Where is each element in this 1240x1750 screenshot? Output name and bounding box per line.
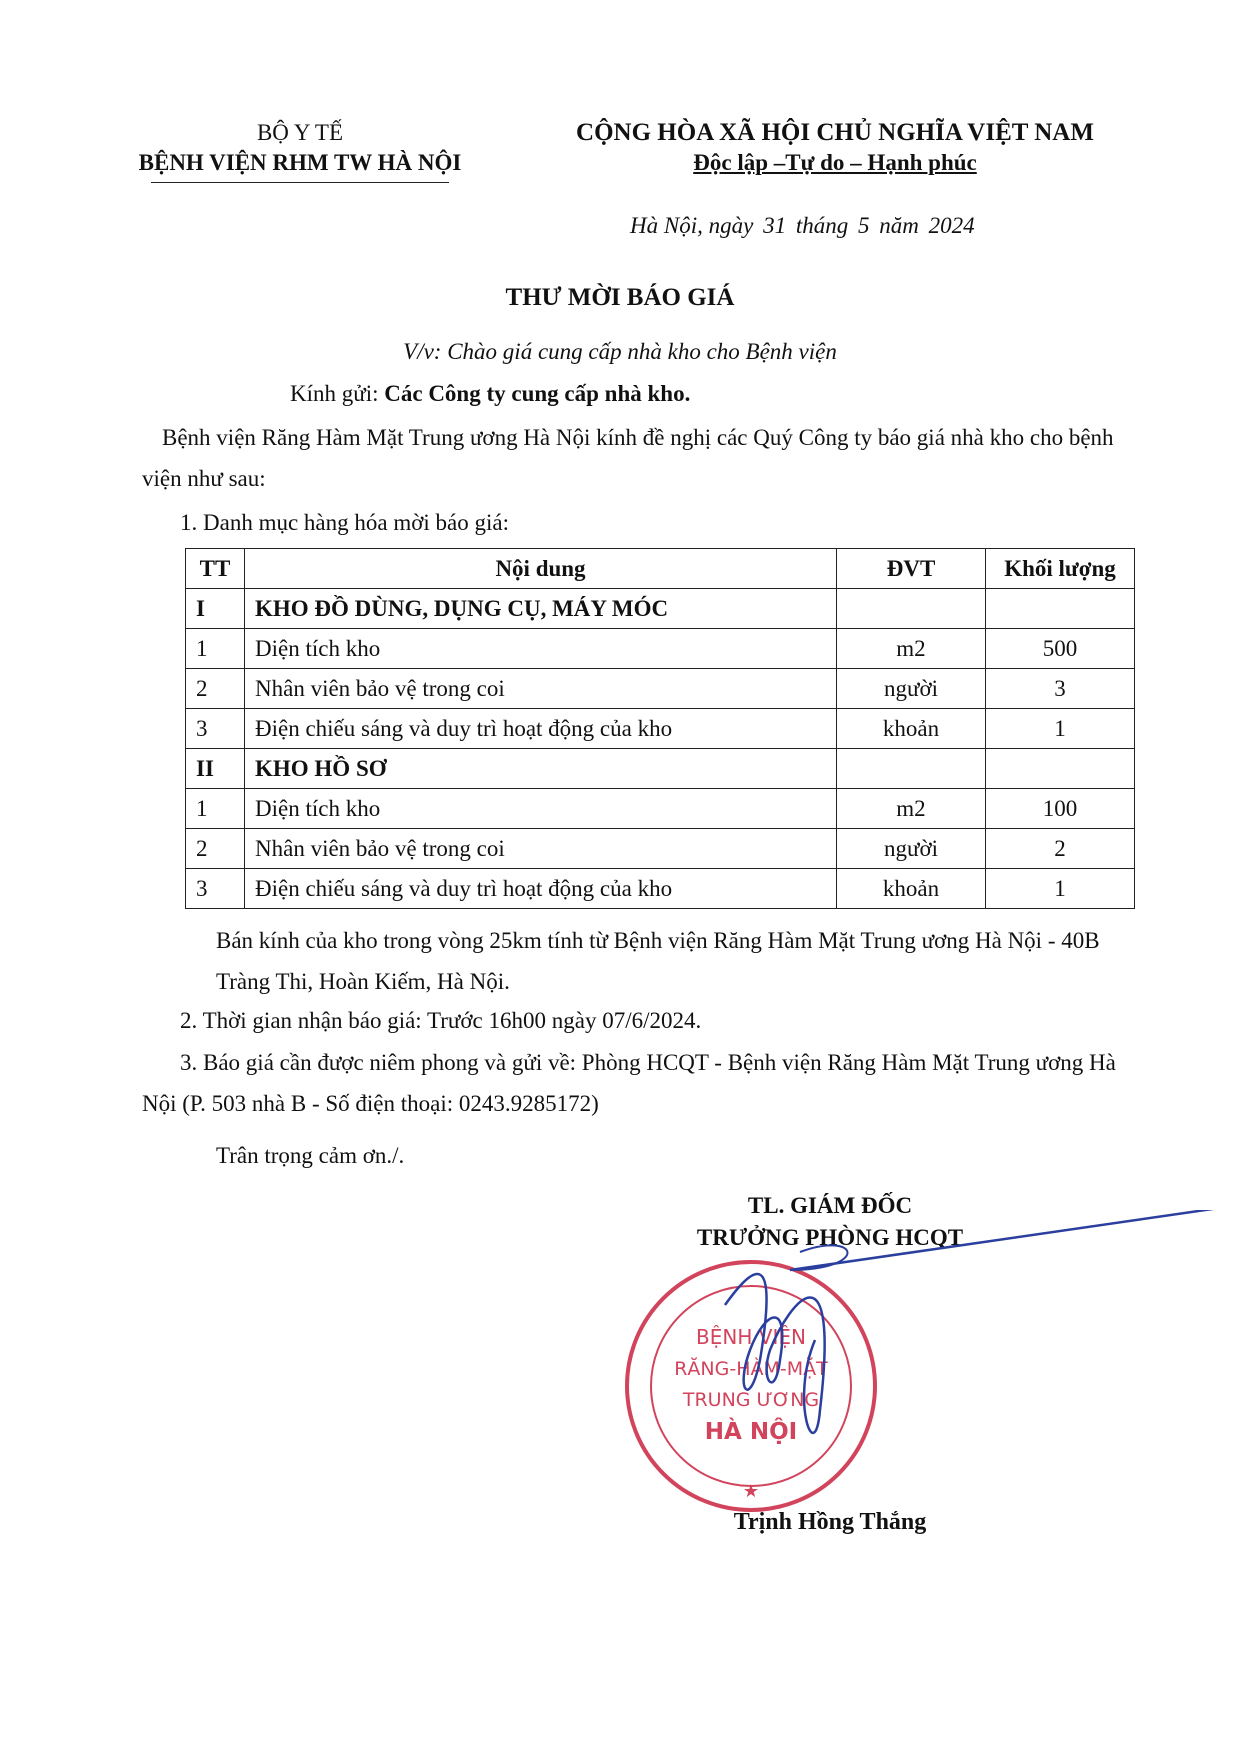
table-row — [186, 629, 1135, 669]
section-no: II — [186, 749, 245, 789]
header-unit: ĐVT — [837, 549, 986, 589]
signature-line-1: TL. GIÁM ĐỐC — [747, 1193, 913, 1218]
row-tt: 1 — [186, 629, 245, 669]
date-month: 5 — [857, 213, 870, 238]
greeting — [290, 381, 690, 407]
greeting-label: Kính gửi: — [290, 381, 379, 406]
row-qty: 500 — [986, 629, 1135, 669]
section-row — [186, 589, 1135, 629]
date-place: Hà Nội, ngày — [630, 213, 754, 238]
table-row — [186, 789, 1135, 829]
row-unit: m2 — [837, 629, 986, 669]
table-row — [186, 869, 1135, 909]
header-qty: Khối lượng — [986, 549, 1135, 589]
row-content: Diện tích kho — [245, 629, 837, 669]
issuer-block — [90, 118, 510, 183]
row-tt: 2 — [186, 829, 245, 869]
national-motto: Độc lập –Tự do – Hạnh phúc — [693, 150, 977, 175]
date-month-label: tháng — [795, 213, 849, 238]
date-line — [630, 213, 979, 239]
row-qty: 2 — [986, 829, 1135, 869]
list-item-2: 2. Thời gian nhận báo giá: Trước 16h00 ngày 07/6/2024. — [180, 1008, 702, 1033]
section-no: I — [186, 589, 245, 629]
row-qty: 3 — [986, 669, 1135, 709]
hospital-name: BỆNH VIỆN RHM TW HÀ NỘI — [138, 150, 462, 175]
greeting-recipient: Các Công ty cung cấp nhà kho. — [384, 381, 691, 406]
table-row — [186, 669, 1135, 709]
stamp-line-2: RĂNG-HÀM-MẶT — [674, 1358, 828, 1380]
signature-flourish — [725, 1274, 825, 1433]
date-day: 31 — [763, 213, 787, 238]
stamp-line-4: HÀ NỘI — [704, 1419, 798, 1445]
row-tt: 1 — [186, 789, 245, 829]
signature-line-2: TRƯỞNG PHÒNG HCQT — [696, 1225, 964, 1250]
row-qty: 1 — [986, 709, 1135, 749]
national-heading — [530, 118, 1140, 178]
row-content: Nhân viên bảo vệ trong coi — [245, 829, 837, 869]
table-row — [186, 829, 1135, 869]
row-qty: 100 — [986, 789, 1135, 829]
row-tt: 2 — [186, 669, 245, 709]
row-tt: 3 — [186, 869, 245, 909]
intro-paragraph: Bệnh viện Răng Hàm Mặt Trung ương Hà Nội kính đề nghị các Quý Công ty báo giá nhà kho cho bệnh viện như sau: — [142, 425, 1114, 491]
closing-line: Trân trọng cảm ơn./. — [216, 1143, 405, 1168]
issuer-underline — [151, 182, 449, 183]
table-header-row — [186, 549, 1135, 589]
section-name: KHO HỒ SƠ — [245, 749, 837, 789]
row-content: Nhân viên bảo vệ trong coi — [245, 669, 837, 709]
stamp-line-1: BỆNH VIỆN — [696, 1325, 806, 1349]
date-year: 2024 — [928, 213, 975, 238]
signer-name: Trịnh Hồng Thắng — [733, 1509, 927, 1535]
row-content: Điện chiếu sáng và duy trì hoạt động của kho — [245, 709, 837, 749]
goods-table — [185, 548, 1135, 909]
section-name: KHO ĐỒ DÙNG, DỤNG CỤ, MÁY MÓC — [245, 589, 837, 629]
handwritten-signature — [640, 1210, 1240, 1510]
nation-name: CỘNG HÒA XÃ HỘI CHỦ NGHĨA VIỆT NAM — [576, 119, 1094, 146]
radius-note: Bán kính của kho trong vòng 25km tính từ Bệnh viện Răng Hàm Mặt Trung ương Hà Nội - 40B Tràng Thi, Hoàn Kiếm, Hà Nội. — [216, 928, 1100, 994]
section-row — [186, 749, 1135, 789]
ministry-name: BỘ Y TẾ — [256, 120, 344, 145]
row-unit: người — [837, 669, 986, 709]
row-unit: khoản — [837, 869, 986, 909]
document-title: THƯ MỜI BÁO GIÁ — [505, 284, 735, 311]
row-tt: 3 — [186, 709, 245, 749]
row-content: Điện chiếu sáng và duy trì hoạt động của kho — [245, 869, 837, 909]
table-row — [186, 709, 1135, 749]
row-qty: 1 — [986, 869, 1135, 909]
row-content: Diện tích kho — [245, 789, 837, 829]
list-item-1: 1. Danh mục hàng hóa mời báo giá: — [180, 510, 509, 535]
signature-stroke — [790, 1210, 1240, 1270]
row-unit: khoản — [837, 709, 986, 749]
stamp-line-3: TRUNG ƯƠNG — [682, 1389, 820, 1411]
stamp-star-icon: ★ — [742, 1481, 760, 1501]
row-unit: m2 — [837, 789, 986, 829]
header-content: Nội dung — [245, 549, 837, 589]
document-subject: V/v: Chào giá cung cấp nhà kho cho Bệnh viện — [403, 339, 837, 364]
date-year-label: năm — [879, 213, 919, 238]
header-tt: TT — [186, 549, 245, 589]
list-item-3: 3. Báo giá cần được niêm phong và gửi về: Phòng HCQT - Bệnh viện Răng Hàm Mặt Trung ương Hà Nội (P. 503 nhà B - Số điện thoại: 0243.9285172) — [142, 1050, 1116, 1116]
row-unit: người — [837, 829, 986, 869]
